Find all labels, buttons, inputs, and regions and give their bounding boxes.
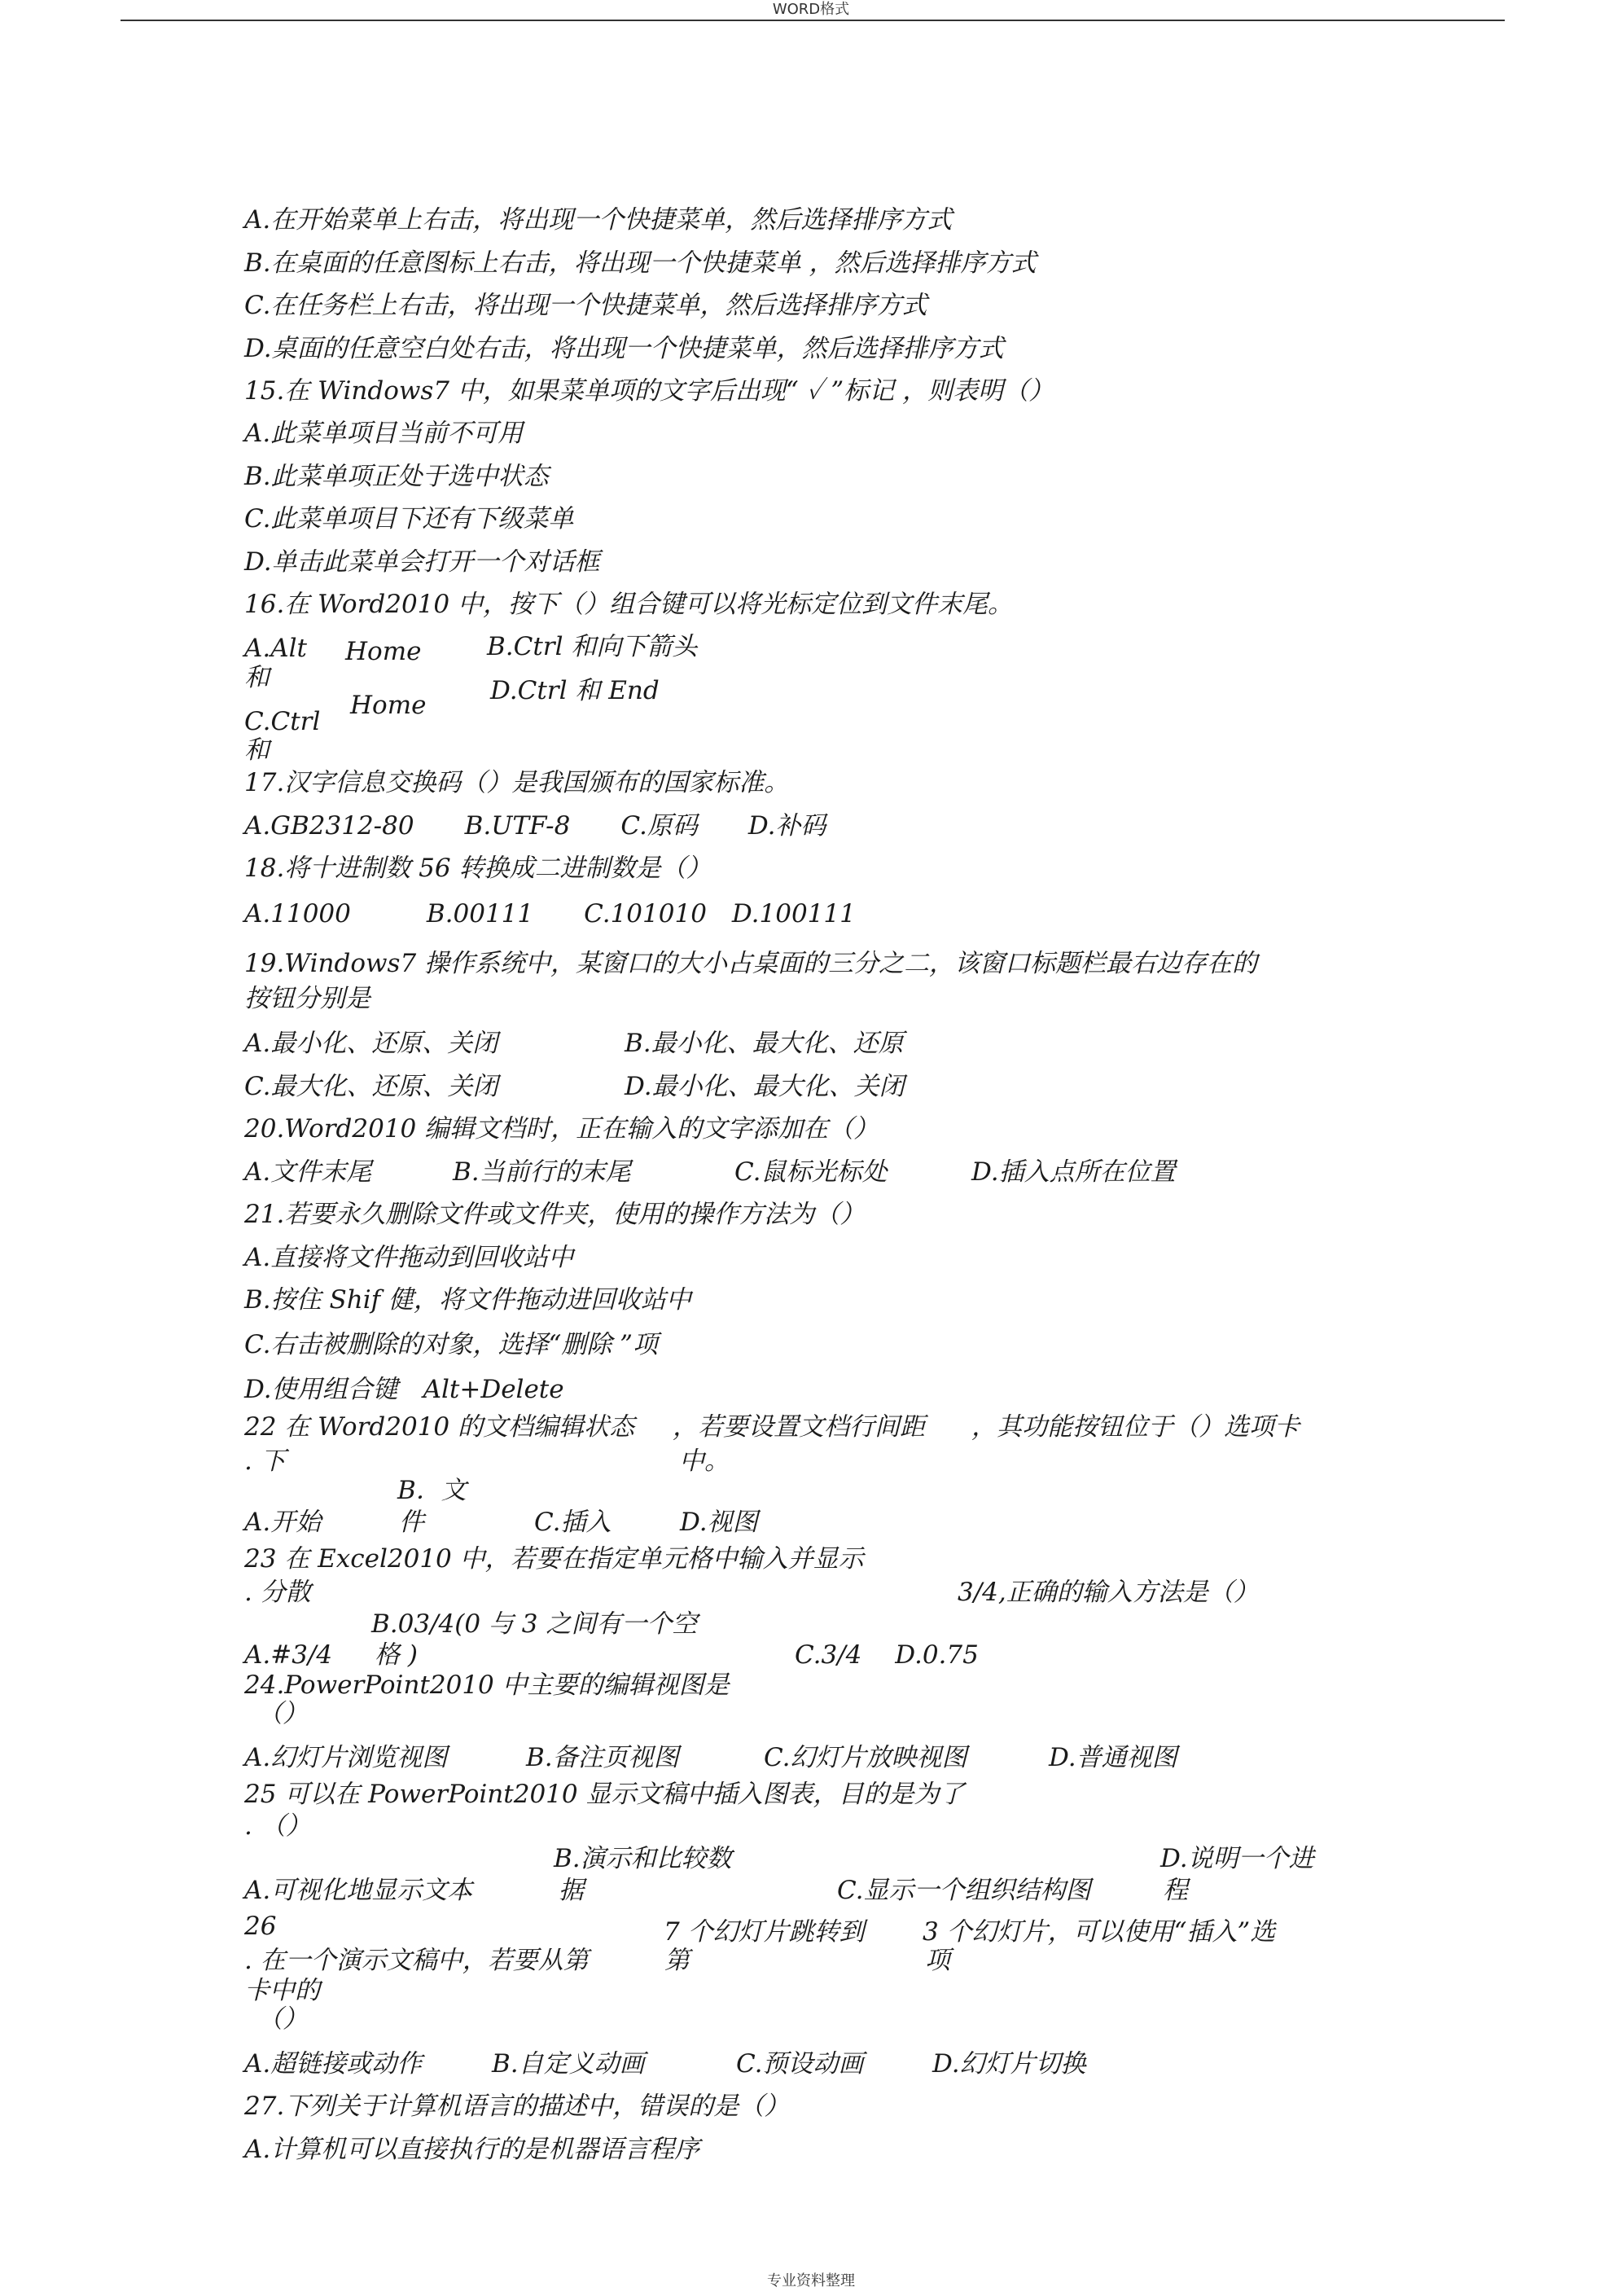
text-line: 卡中的 — [244, 1976, 320, 2005]
text-line: D.说明一个进 — [1160, 1844, 1314, 1873]
text-line: 25 可以在 PowerPoint2010 显示文稿中插入图表，目的是为了 — [244, 1780, 965, 1809]
text-line: C.插入 — [534, 1508, 612, 1537]
text-line: A.此菜单项目当前不可用 — [244, 419, 524, 448]
text-line: ，其功能按钮位于（）选项卡 — [971, 1412, 1300, 1442]
text-line: 17.汉字信息交换码（）是我国颁布的国家标准。 — [244, 768, 790, 797]
text-line: 22 在 Word2010 的文档编辑状态 — [244, 1412, 634, 1442]
page-header: WORD格式 — [772, 1, 850, 18]
text-line: A.幻灯片浏览视图 — [244, 1743, 448, 1772]
text-line: D.Ctrl 和 End — [490, 676, 660, 705]
text-line: B.当前行的末尾 — [453, 1157, 631, 1187]
text-line: 7 个幻灯片跳转到 — [664, 1917, 865, 1947]
text-line: 23 在 Excel2010 中，若要在指定单元格中输入并显示 — [244, 1544, 864, 1574]
text-line: C.幻灯片放映视图 — [764, 1743, 967, 1772]
text-line: 第 — [664, 1946, 690, 1975]
text-line: . 分散 — [244, 1578, 311, 1607]
text-line: 按钮分别是 — [244, 984, 370, 1013]
text-line: 18.将十进制数 56 转换成二进制数是（） — [244, 854, 712, 883]
text-line: 格 ) — [375, 1640, 418, 1670]
text-line: 程 — [1163, 1876, 1188, 1905]
text-line: A.GB2312-80 B.UTF-8 C.原码 D.补码 — [244, 811, 826, 841]
text-line: 3 个幻灯片，可以使用“插入”选 — [923, 1917, 1276, 1947]
text-line: 27.下列关于计算机语言的描述中，错误的是（） — [244, 2092, 790, 2121]
text-line: D.单击此菜单会打开一个对话框 — [244, 547, 600, 577]
text-line: D.普通视图 — [1049, 1743, 1177, 1772]
text-line: A.计算机可以直接执行的是机器语言程序 — [244, 2135, 700, 2164]
text-line: 据 — [559, 1876, 584, 1905]
text-line: C.在任务栏上右击，将出现一个快捷菜单，然后选择排序方式 — [244, 291, 927, 320]
text-line: A.可视化地显示文本 — [244, 1876, 473, 1905]
text-line: B．文 — [397, 1476, 467, 1505]
text-line: Home — [350, 691, 427, 720]
text-line: A.开始 — [244, 1508, 322, 1537]
text-line: 26 — [244, 1912, 277, 1941]
text-line: A.#3/4 — [244, 1640, 333, 1670]
text-line: 15.在 Windows7 中，如果菜单项的文字后出现“ ✓ ”标记 ，则表明（） — [244, 376, 1054, 406]
text-line: . （） — [244, 1811, 311, 1841]
text-line: 中。 — [679, 1447, 730, 1476]
text-line: C.右击被删除的对象，选择“删除 ”项 — [244, 1330, 659, 1359]
text-line: C.最大化、还原、关闭 — [244, 1072, 498, 1101]
text-line: B.按住 Shif 健，将文件拖动进回收站中 — [244, 1285, 691, 1315]
text-line: D.最小化、最大化、关闭 — [625, 1072, 905, 1101]
text-line: C.Ctrl — [244, 707, 321, 736]
text-line: D.使用组合键 Alt+Delete — [244, 1375, 564, 1404]
text-line: D.插入点所在位置 — [971, 1157, 1176, 1187]
text-line: B.此菜单项正处于选中状态 — [244, 462, 549, 491]
text-line: A.11000 B.00111 C.101010 D.100111 — [244, 899, 856, 928]
header-divider — [121, 20, 1505, 21]
text-line: B.在桌面的任意图标上右击，将出现一个快捷菜单 ，然后选择排序方式 — [244, 248, 1037, 278]
page-footer: 专业资料整理 — [767, 2272, 855, 2289]
text-line: C.此菜单项目下还有下级菜单 — [244, 504, 574, 533]
text-line: 3/4,正确的输入方法是（） — [958, 1578, 1259, 1607]
text-line: D.视图 — [680, 1508, 758, 1537]
text-line: 19.Windows7 操作系统中，某窗口的大小占桌面的三分之二，该窗口标题栏最右边存在的 — [244, 949, 1258, 978]
text-line: C.显示一个组织结构图 — [837, 1876, 1091, 1905]
text-line: B.Ctrl 和向下箭头 — [487, 632, 698, 661]
text-line: C.3/4 D.0.75 — [795, 1640, 979, 1670]
text-line: D.幻灯片切换 — [932, 2049, 1086, 2079]
text-line: B.自定义动画 — [492, 2049, 645, 2079]
text-line: 和 — [244, 735, 270, 765]
text-line: C.鼠标光标处 — [734, 1157, 888, 1187]
text-line: A.超链接或动作 — [244, 2049, 423, 2079]
text-line: D.桌面的任意空白处右击，将出现一个快捷菜单，然后选择排序方式 — [244, 334, 1004, 363]
text-line: 项 — [925, 1946, 950, 1975]
text-line: A.Alt — [244, 634, 308, 663]
text-line: 16.在 Word2010 中，按下（）组合键可以将光标定位到文件末尾。 — [244, 590, 1013, 619]
text-line: . 在一个演示文稿中，若要从第 — [244, 1946, 589, 1975]
text-line: A.在开始菜单上右击，将出现一个快捷菜单，然后选择排序方式 — [244, 205, 953, 235]
text-line: 24.PowerPoint2010 中主要的编辑视图是 — [244, 1670, 730, 1700]
text-line: . 下 — [244, 1447, 286, 1476]
text-line: Home — [345, 637, 422, 666]
text-line: （） — [257, 2004, 308, 2034]
text-line: 20.Word2010 编辑文档时，正在输入的文字添加在（） — [244, 1114, 879, 1144]
text-line: ，若要设置文档行间距 — [673, 1412, 925, 1442]
text-line: B.最小化、最大化、还原 — [625, 1029, 904, 1058]
text-line: 和 — [244, 663, 270, 692]
text-line: A.文件末尾 — [244, 1157, 372, 1187]
text-line: C.预设动画 — [736, 2049, 864, 2079]
text-line: B.03/4(0 与 3 之间有一个空 — [371, 1609, 698, 1639]
text-line: B.备注页视图 — [526, 1743, 679, 1772]
text-line: （） — [257, 1699, 308, 1728]
text-line: A.最小化、还原、关闭 — [244, 1029, 498, 1058]
text-line: A.直接将文件拖动到回收站中 — [244, 1243, 574, 1272]
text-line: 21.若要永久删除文件或文件夹，使用的操作方法为（） — [244, 1200, 866, 1229]
text-line: B.演示和比较数 — [554, 1844, 732, 1873]
text-line: 件 — [399, 1508, 424, 1537]
